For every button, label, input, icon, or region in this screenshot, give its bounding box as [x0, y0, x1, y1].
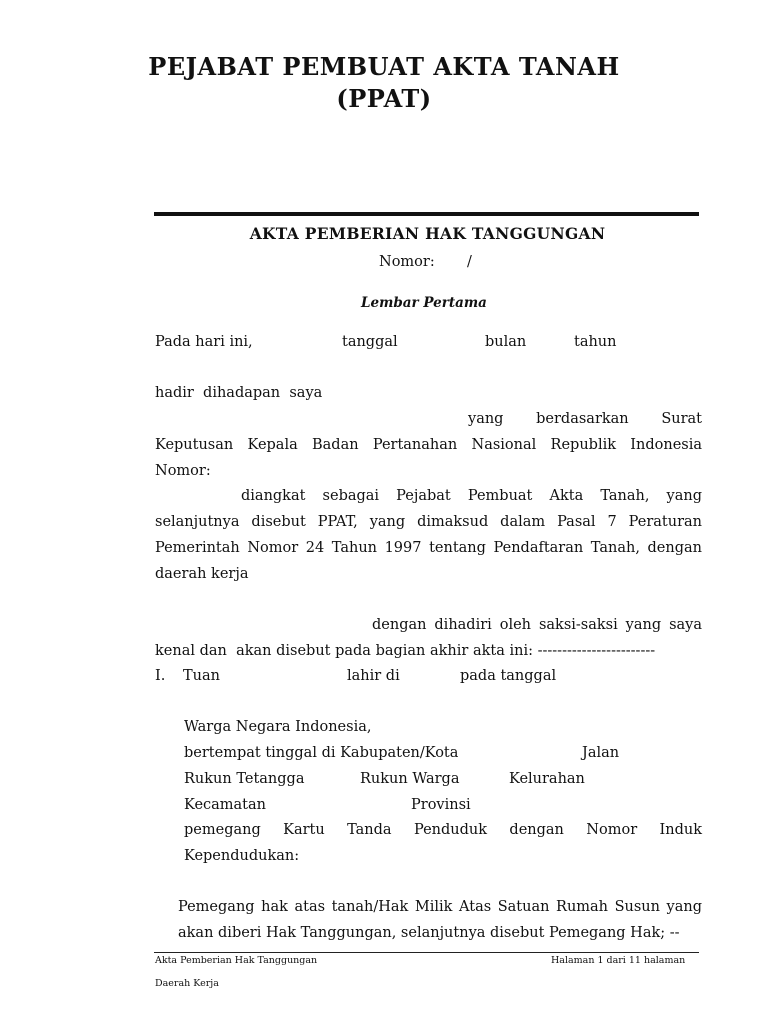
- footer-page-number: Halaman 1 dari 11 halaman: [551, 955, 686, 966]
- footer-work-area: Daerah Kerja: [155, 978, 219, 989]
- residence-street: Jalan: [582, 745, 620, 761]
- footer-divider: [154, 952, 699, 953]
- residence-kecamatan: Kecamatan: [184, 797, 266, 813]
- date-tanggal: tanggal: [342, 334, 398, 350]
- para2-line1: diangkat sebagai Pejabat Pembuat Akta Tanah, yang: [241, 488, 702, 504]
- para2-line4: daerah kerja: [155, 566, 249, 582]
- para3-line1: dengan dihadiri oleh saksi-saksi yang saya: [372, 617, 702, 633]
- party-number: I.: [155, 668, 166, 684]
- para1-line2: Keputusan Kepala Badan Pertanahan Nasional Republik Indonesia: [155, 437, 702, 453]
- footer-title: Akta Pemberian Hak Tanggungan: [155, 955, 318, 966]
- para2-line2: selanjutnya disebut PPAT, yang dimaksud dalam Pasal 7 Peraturan: [155, 514, 702, 530]
- residence-rw: Rukun Warga: [360, 771, 460, 787]
- party-birthplace: lahir di: [347, 668, 400, 684]
- residence-kelurahan: Kelurahan: [509, 771, 585, 787]
- nomor-separator: /: [467, 254, 472, 270]
- header-divider: [154, 212, 699, 216]
- residence-city: bertempat tinggal di Kabupaten/Kota: [184, 745, 459, 761]
- date-day: Pada hari ini,: [155, 334, 253, 350]
- nomor-label: Nomor:: [379, 254, 435, 270]
- sheet-label: Lembar Pertama: [361, 295, 487, 311]
- date-tahun: tahun: [574, 334, 617, 350]
- para3-line2: kenal dan akan disebut pada bagian akhir akta ini: ------------------------: [155, 643, 656, 659]
- office-title: PEJABAT PEMBUAT AKTA TANAH: [148, 52, 620, 81]
- residence-provinsi: Provinsi: [411, 797, 471, 813]
- party-birthdate: pada tanggal: [460, 668, 557, 684]
- para1-line3: Nomor:: [155, 463, 211, 479]
- para2-line3: Pemerintah Nomor 24 Tahun 1997 tentang Pendaftaran Tanah, dengan: [155, 540, 702, 556]
- residence-rt: Rukun Tetangga: [184, 771, 305, 787]
- office-abbrev: (PPAT): [336, 84, 432, 113]
- date-bulan: bulan: [485, 334, 527, 350]
- para1-line1: yang berdasarkan Surat: [468, 411, 702, 427]
- deed-heading: AKTA PEMBERIAN HAK TANGGUNGAN: [249, 224, 606, 243]
- rights-holder-line2: akan diberi Hak Tanggungan, selanjutnya disebut Pemegang Hak; --: [178, 925, 680, 941]
- citizenship: Warga Negara Indonesia,: [184, 719, 372, 735]
- hadir-text: hadir dihadapan saya: [155, 385, 323, 401]
- rights-holder-line1: Pemegang hak atas tanah/Hak Milik Atas Satuan Rumah Susun yang: [178, 899, 702, 915]
- party-tuan: Tuan: [183, 668, 220, 684]
- id-card-line1: pemegang Kartu Tanda Penduduk dengan Nomor Induk: [184, 822, 702, 838]
- id-card-line2: Kependudukan:: [184, 848, 300, 864]
